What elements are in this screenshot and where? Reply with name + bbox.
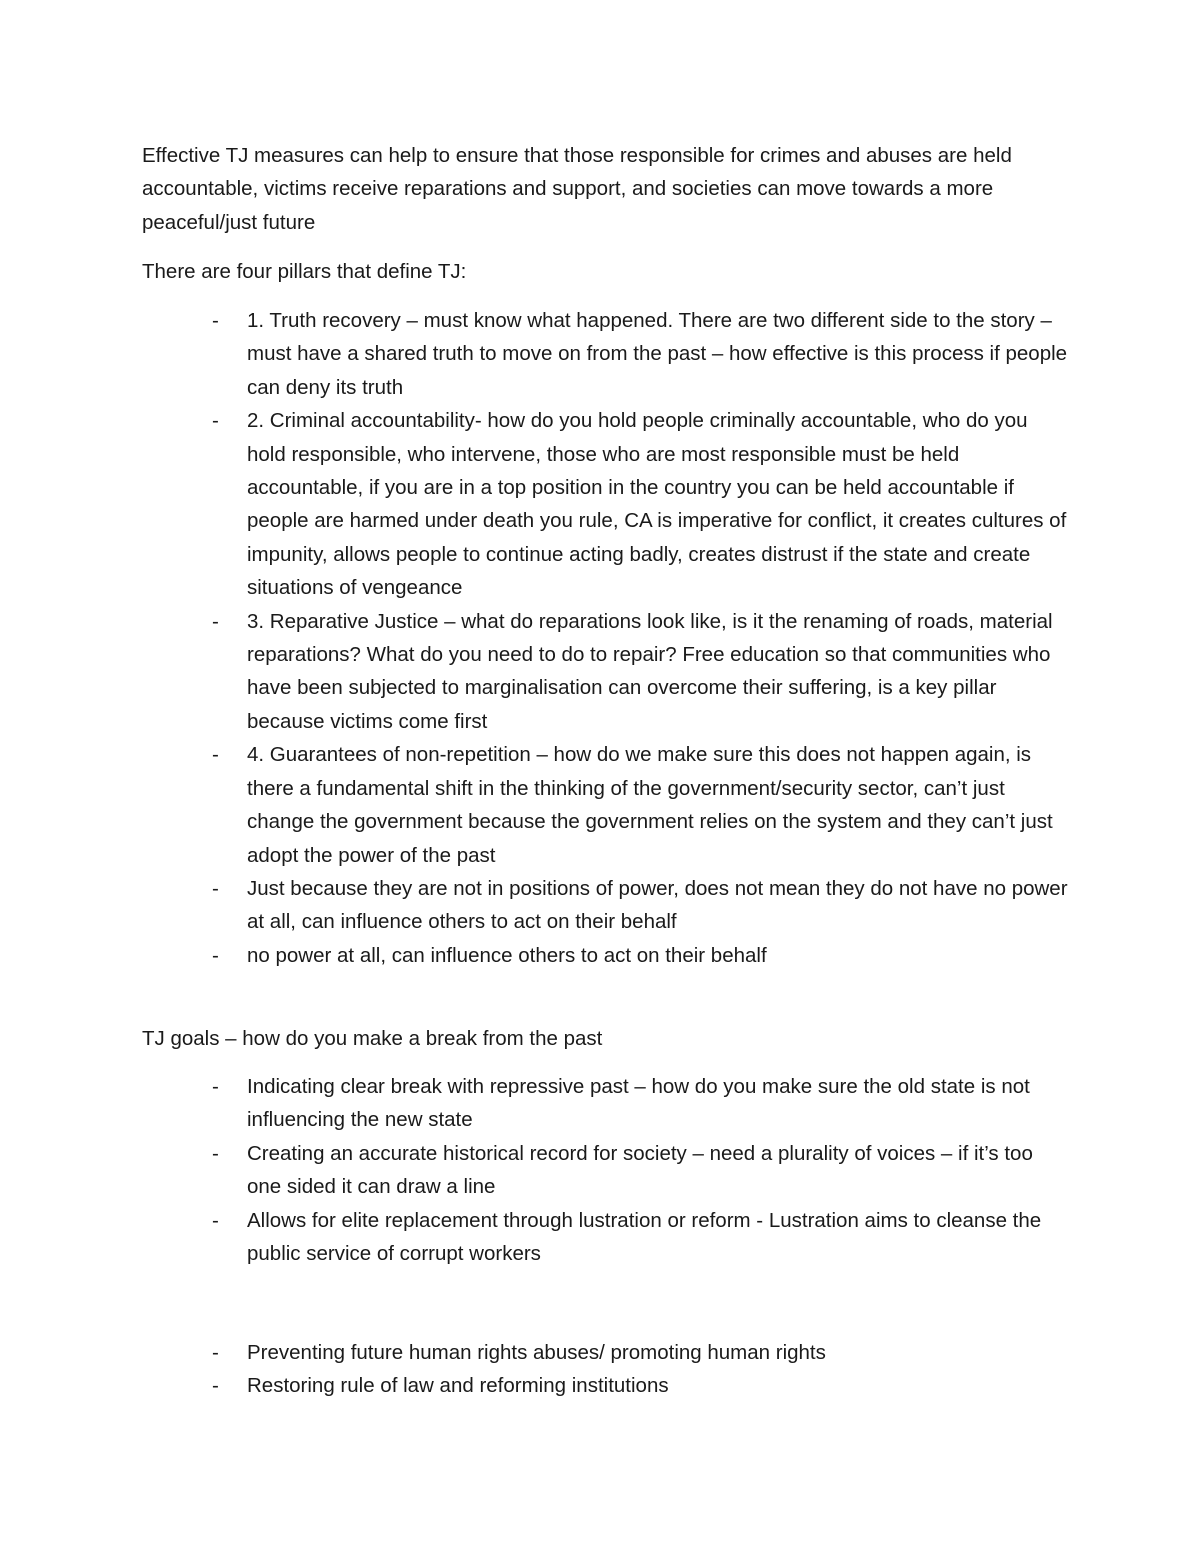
bullet-dash: - — [212, 1341, 219, 1364]
bullet-dash: - — [212, 1141, 219, 1165]
goal-text: Allows for elite replacement through lustration or reform - Lustration aims to cleanse the public service of corrupt workers — [247, 1208, 1042, 1266]
bullet-dash: - — [212, 943, 219, 967]
pillars-heading: There are four pillars that define TJ: — [142, 260, 467, 283]
pillar-text: 2. Criminal accountability- how do you hold people criminally accountable, who do you hold responsible, who intervene, those who are most responsible must be held accountable, if you are in a top position in the country you can be held accountable if people are harmed under death you rule, CA is imperative for conflict, it creates cultures of impunity, allows people to continue acting badly, creates distrust if the state and create situations of vengeance — [247, 409, 1067, 600]
goal-text: Indicating clear break with repressive past – how do you make sure the old state is not influencing the new state — [247, 1075, 1030, 1132]
list-item — [142, 872, 1072, 939]
pillar-text: Just because they are not in positions of power, does not mean they do not have no power at all, can influence others to act on their behalf — [247, 876, 1068, 934]
pillars-list — [142, 304, 1072, 972]
pillar-text: 4. Guarantees of non-repetition – how do we make sure this does not happen again, is there a fundamental shift in the thinking of the government/security sector, can’t just change the government because the government relies on the system and they can’t just adopt the power of the past — [247, 743, 1053, 867]
list-item — [142, 939, 1072, 972]
bullet-dash: - — [212, 743, 219, 767]
goals-list — [142, 1070, 1072, 1270]
list-item — [142, 404, 1072, 604]
bullet-dash: - — [212, 409, 219, 433]
bullet-dash: - — [212, 609, 219, 633]
pillar-text: no power at all, can influence others to act on their behalf — [247, 943, 767, 967]
bullet-dash: - — [212, 309, 219, 332]
bullet-dash: - — [212, 876, 219, 900]
goals-heading: TJ goals – how do you make a break from the past — [142, 1027, 603, 1050]
goal-text: Creating an accurate historical record for society – need a plurality of voices – if it’s too one sided it can draw a line — [247, 1141, 1033, 1199]
list-item — [142, 304, 1072, 404]
goals-list-continued — [142, 1336, 1072, 1403]
goal-text: Restoring rule of law and reforming institutions — [247, 1374, 669, 1398]
pillar-text: 3. Reparative Justice – what do reparations look like, is it the renaming of roads, material reparations? What do you need to do to repair? Free education so that communities who have been subjected to marginalisation can overcome their suffering, is a key pillar because victims come first — [247, 609, 1053, 733]
bullet-dash: - — [212, 1208, 219, 1232]
list-item — [142, 1204, 1072, 1271]
goal-text: Preventing future human rights abuses/ promoting human rights — [247, 1341, 826, 1364]
intro-paragraph: Effective TJ measures can help to ensure that those responsible for crimes and abuses are held accountable, victims receive reparations and support, and societies can move towards a more peaceful/just future — [142, 144, 1012, 234]
list-item — [142, 1369, 1072, 1402]
list-item — [142, 1137, 1072, 1204]
list-item — [142, 605, 1072, 739]
list-item — [142, 1336, 1072, 1369]
bullet-dash: - — [212, 1374, 219, 1398]
pillar-text: 1. Truth recovery – must know what happened. There are two different side to the story – must have a shared truth to move on from the past – how effective is this process if people can deny its truth — [247, 309, 1068, 399]
bullet-dash: - — [212, 1075, 219, 1098]
list-item — [142, 738, 1072, 872]
list-item — [142, 1070, 1072, 1137]
